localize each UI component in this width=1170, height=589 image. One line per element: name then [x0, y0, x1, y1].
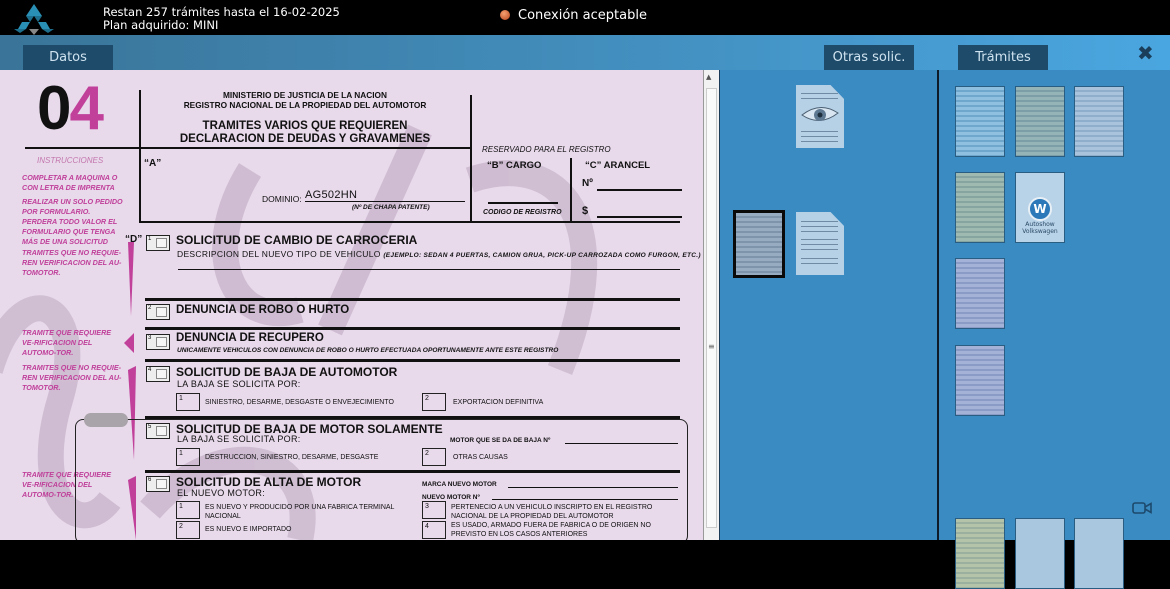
form-number — [37, 76, 102, 142]
group-tag — [84, 413, 128, 427]
item-5-option-1: DESTRUCCION, SINIESTRO, DESARME, DESGASTE — [205, 454, 379, 461]
option-box-5-2[interactable]: 2 — [422, 448, 446, 466]
tramite-thumbnail-vw[interactable] — [1015, 172, 1065, 243]
triangle-logo-icon — [12, 3, 60, 35]
note-verif: TRAMITE QUE REQUIERE VE-RIFICACION DEL AUTOMO-TOR. — [22, 328, 112, 357]
close-icon[interactable]: ✖ — [1137, 41, 1154, 65]
item-2-title: DENUNCIA DE ROBO O HURTO — [176, 304, 350, 316]
section-a-label: “A” — [144, 158, 162, 169]
note-no-verif: TRAMITES QUE NO REQUIE-REN VERIFICACION DEL AU-TOMOTOR. — [22, 248, 122, 277]
video-camera-icon[interactable] — [1132, 501, 1152, 515]
item-6-sub: EL NUEVO MOTOR: — [177, 488, 266, 498]
form-scrollbar[interactable] — [703, 70, 719, 540]
document-eye-thumbnail[interactable] — [796, 85, 844, 148]
tab-bar — [0, 35, 1170, 70]
tramite-thumbnail[interactable] — [955, 258, 1005, 329]
option-box-6-2[interactable]: 2 — [176, 521, 200, 539]
note-no-verif: TRAMITES QUE NO REQUIE-REN VERIFICACION DEL AU-TOMOTOR. — [22, 363, 122, 392]
form-title: TRAMITES VARIOS QUE REQUIEREN DECLARACION DE DEUDAS Y GRAVAMENES — [179, 120, 431, 145]
item-1-title: SOLICITUD DE CAMBIO DE CARROCERIA — [176, 233, 418, 247]
item-3-title: DENUNCIA DE RECUPERO — [176, 332, 324, 344]
option-box-6-3[interactable]: 3 — [422, 501, 446, 519]
plan-remaining: Restan 257 trámites hasta el 16-02-2025 — [103, 5, 340, 19]
checkbox-item-1[interactable]: 1 — [146, 235, 170, 251]
nuevo-motor-label: NUEVO MOTOR Nº — [422, 494, 480, 501]
document-thumbnail[interactable] — [796, 212, 844, 275]
option-box-5-1[interactable]: 1 — [176, 448, 200, 466]
dominio-hint: (Nº DE CHAPA PATENTE) — [352, 204, 430, 211]
motor-baja-label: MOTOR QUE SE DA DE BAJA Nº — [450, 437, 551, 444]
connection-status: Conexión aceptable — [518, 8, 647, 23]
option-box-4-2[interactable]: 2 — [422, 393, 446, 411]
ministry: MINISTERIO DE JUSTICIA DE LA NACION REGISTRO NACIONAL DE LA PROPIEDAD DEL AUTOMOTOR — [183, 90, 427, 110]
vw-logo-icon: W — [1028, 197, 1052, 221]
form-04-viewer — [0, 70, 703, 540]
item-1-sub: DESCRIPCION DEL NUEVO TIPO DE VEHICULO (EJEMPLO: SEDAN 4 PUERTAS, CAMION GRUA, PICK-UP CARROZADA COMO FURGON, ETC.) — [177, 249, 701, 259]
vw-text-1: Autoshow — [1025, 221, 1055, 228]
option-box-6-4[interactable]: 4 — [422, 521, 446, 539]
form-number-pink: 4 — [69, 74, 102, 143]
tramite-thumbnail[interactable] — [1015, 86, 1065, 157]
item-6-option-4: ES USADO, ARMADO FUERA DE FABRICA O DE ORIGEN NO PREVISTO EN LOS CASOS ANTERIORES — [451, 522, 651, 538]
tramites-panel — [939, 70, 1170, 540]
tramite-thumbnail[interactable] — [1015, 518, 1065, 589]
checkbox-item-3[interactable]: 3 — [146, 334, 170, 350]
checkbox-item-5[interactable]: 5 — [146, 423, 170, 439]
option-box-6-1[interactable]: 1 — [176, 501, 200, 519]
item-5-option-2: OTRAS CAUSAS — [453, 454, 508, 461]
dominio-field[interactable]: AG502HN — [305, 189, 465, 202]
top-bar — [0, 0, 1170, 35]
option-box-4-1[interactable]: 1 — [176, 393, 200, 411]
note-verif: TRAMITE QUE REQUIERE VE-RIFICACION DEL AUTOMO-TOR. — [22, 470, 112, 499]
plan-name: Plan adquirido: MINI — [103, 18, 219, 32]
form-number-black: 0 — [37, 74, 70, 143]
item-4-sub: LA BAJA SE SOLICITA POR: — [177, 379, 301, 389]
section-d-label: “D” — [125, 234, 143, 245]
arancel-label: “C” ARANCEL — [585, 160, 651, 171]
checkbox-item-4[interactable]: 4 — [146, 366, 170, 382]
tab-otras-solic[interactable]: Otras solic. — [824, 45, 914, 70]
item-4-title: SOLICITUD DE BAJA DE AUTOMOTOR — [176, 365, 398, 379]
tramite-thumbnail[interactable] — [1074, 518, 1124, 589]
checkbox-item-2[interactable]: 2 — [146, 304, 170, 320]
eye-icon — [800, 105, 840, 125]
dominio-label: DOMINIO: — [262, 194, 302, 204]
checkbox-item-6[interactable]: 6 — [146, 476, 170, 492]
vw-text-2: Volkswagen — [1022, 228, 1058, 235]
scroll-thumb[interactable] — [706, 88, 717, 528]
tramite-thumbnail[interactable] — [955, 172, 1005, 243]
instruction-2: REALIZAR UN SOLO PEDIDO POR FORMULARIO. PERDERA TODO VALOR EL FORMULARIO QUE TENGA MÁS DE UNA SOLICITUD — [22, 197, 123, 246]
cargo-label: “B” CARGO — [487, 160, 542, 171]
item-6-title: SOLICITUD DE ALTA DE MOTOR — [176, 475, 362, 489]
item-3-sub: UNICAMENTE VEHICULOS CON DENUNCIA DE ROBO O HURTO EFECTUADA OPORTUNAMENTE ANTE ESTE REGISTRO — [177, 347, 559, 354]
connection-status-icon — [500, 10, 510, 20]
item-5-sub: LA BAJA SE SOLICITA POR: — [177, 434, 301, 444]
instruction-1: COMPLETAR A MAQUINA O CON LETRA DE IMPRENTA — [22, 173, 118, 192]
marca-motor-label: MARCA NUEVO MOTOR — [422, 481, 497, 488]
peso-label: $ — [582, 205, 589, 217]
tramite-thumbnail[interactable] — [955, 86, 1005, 157]
item-4-option-2: EXPORTACION DEFINITIVA — [453, 399, 544, 406]
item-6-option-3: PERTENECIO A UN VEHICULO INSCRIPTO EN EL REGISTRO NACIONAL DE LA PROPIEDAD DEL AUTOMOTOR — [451, 504, 653, 520]
reservado-label: RESERVADO PARA EL REGISTRO — [482, 145, 611, 154]
instructions-title: INSTRUCCIONES — [37, 156, 104, 165]
item-6-option-1: ES NUEVO Y PRODUCIDO POR UNA FABRICA TERMINAL NACIONAL — [205, 504, 395, 520]
item-5-title: SOLICITUD DE BAJA DE MOTOR SOLAMENTE — [176, 422, 443, 436]
document-thumbnail-selected[interactable] — [733, 210, 785, 278]
codigo-label: CODIGO DE REGISTRO — [483, 209, 562, 216]
tab-datos[interactable]: Datos — [23, 45, 113, 70]
item-4-option-1: SINIESTRO, DESARME, DESGASTE O ENVEJECIMIENTO — [205, 399, 394, 406]
tramite-thumbnail[interactable] — [955, 345, 1005, 416]
otras-solicitudes-panel — [719, 70, 937, 540]
tramite-thumbnail[interactable] — [955, 518, 1005, 589]
grip-icon: ≡ — [708, 342, 715, 351]
scroll-up-icon[interactable]: ▲ — [706, 73, 712, 81]
numero-label: Nº — [582, 178, 593, 189]
item-6-option-2: ES NUEVO E IMPORTADO — [205, 526, 292, 533]
tramite-thumbnail[interactable] — [1074, 86, 1124, 157]
tab-tramites[interactable]: Trámites — [958, 45, 1048, 70]
